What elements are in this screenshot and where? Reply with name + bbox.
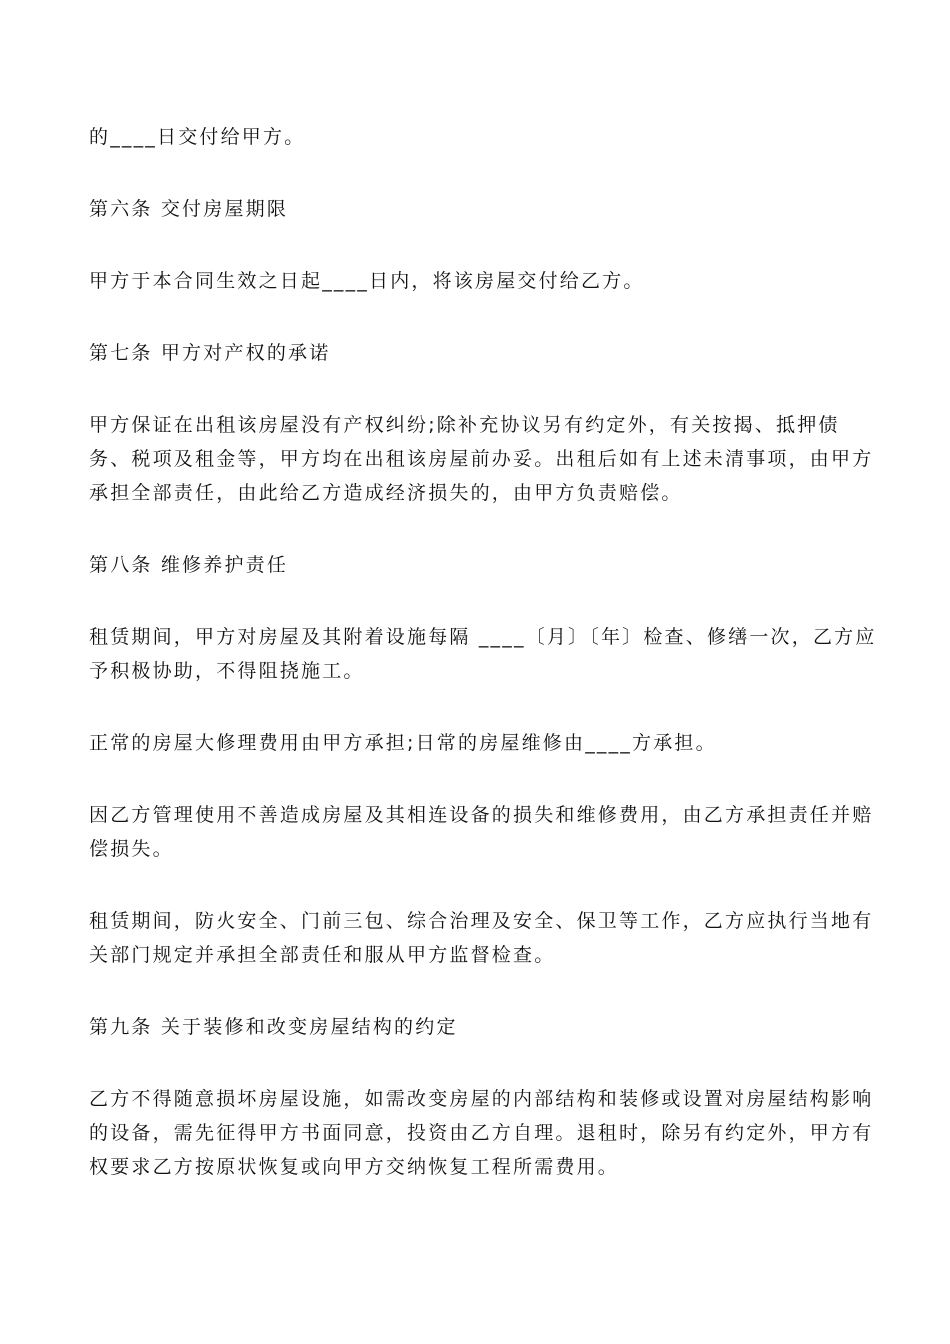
article-9-text: 乙方不得随意损坏房屋设施，如需改变房屋的内部结构和装修或设置对房屋结构影响的设备，需先征得甲方书面同意，投资由乙方自理。退租时，除另有约定外，甲方有权要求乙方按原状恢复或向甲方交纳恢复工程所需费用。 (89, 1088, 874, 1178)
article-8-text-3: 因乙方管理使用不善造成房屋及其相连设备的损失和维修费用，由乙方承担责任并赔偿损失。 (89, 804, 874, 860)
paragraph-delivery-tail: 的____日交付给甲方。 (89, 126, 306, 148)
article-6-heading: 第六条 交付房屋期限 (89, 198, 289, 220)
article-8-heading: 第八条 维修养护责任 (89, 554, 289, 576)
article-7-heading: 第七条 甲方对产权的承诺 (89, 342, 331, 364)
document-body (89, 120, 879, 1222)
article-8-text-1: 租赁期间，甲方对房屋及其附着设施每隔 ____〔月〕〔年〕检查、修缮一次，乙方应予积极协助，不得阻挠施工。 (89, 626, 877, 682)
article-9-heading: 第九条 关于装修和改变房屋结构的约定 (89, 1016, 458, 1038)
article-6-text: 甲方于本合同生效之日起____日内，将该房屋交付给乙方。 (89, 270, 645, 292)
article-7-text: 甲方保证在出租该房屋没有产权纠纷;除补充协议另有约定外，有关按揭、抵押债务、税项及租金等，甲方均在出租该房屋前办妥。出租后如有上述未清事项，由甲方承担全部责任，由此给乙方造成经济损失的，由甲方负责赔偿。 (89, 414, 874, 504)
article-8-text-2: 正常的房屋大修理费用由甲方承担;日常的房屋维修由____方承担。 (89, 732, 717, 754)
article-8-text-4: 租赁期间，防火安全、门前三包、综合治理及安全、保卫等工作，乙方应执行当地有关部门规定并承担全部责任和服从甲方监督检查。 (89, 910, 874, 966)
